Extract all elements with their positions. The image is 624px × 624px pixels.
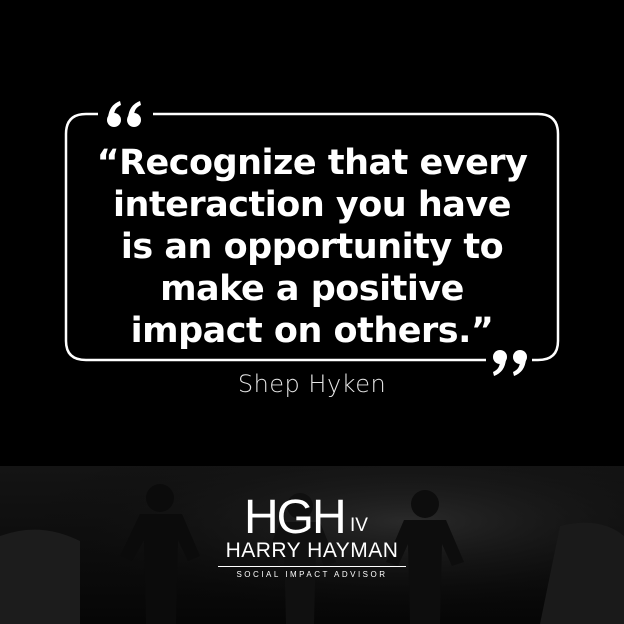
logo-divider (218, 566, 406, 567)
quote-line: “Recognize that every (96, 143, 528, 183)
quote-line: impact on others.” (130, 311, 494, 351)
logo-monogram: HGH (244, 491, 345, 544)
quote-line: interaction you have (113, 185, 511, 225)
open-quote-icon (107, 101, 141, 127)
quote-line: is an opportunity to (120, 227, 504, 267)
brand-logo (0, 491, 624, 596)
brand-name: HARRY HAYMAN (225, 539, 399, 562)
brand-tagline: SOCIAL IMPACT ADVISOR (236, 570, 388, 579)
quote-line: make a positive (160, 269, 464, 309)
quote-author: Shep Hyken (237, 370, 387, 398)
quote-text (80, 142, 544, 352)
logo-suffix: IV (350, 515, 368, 536)
